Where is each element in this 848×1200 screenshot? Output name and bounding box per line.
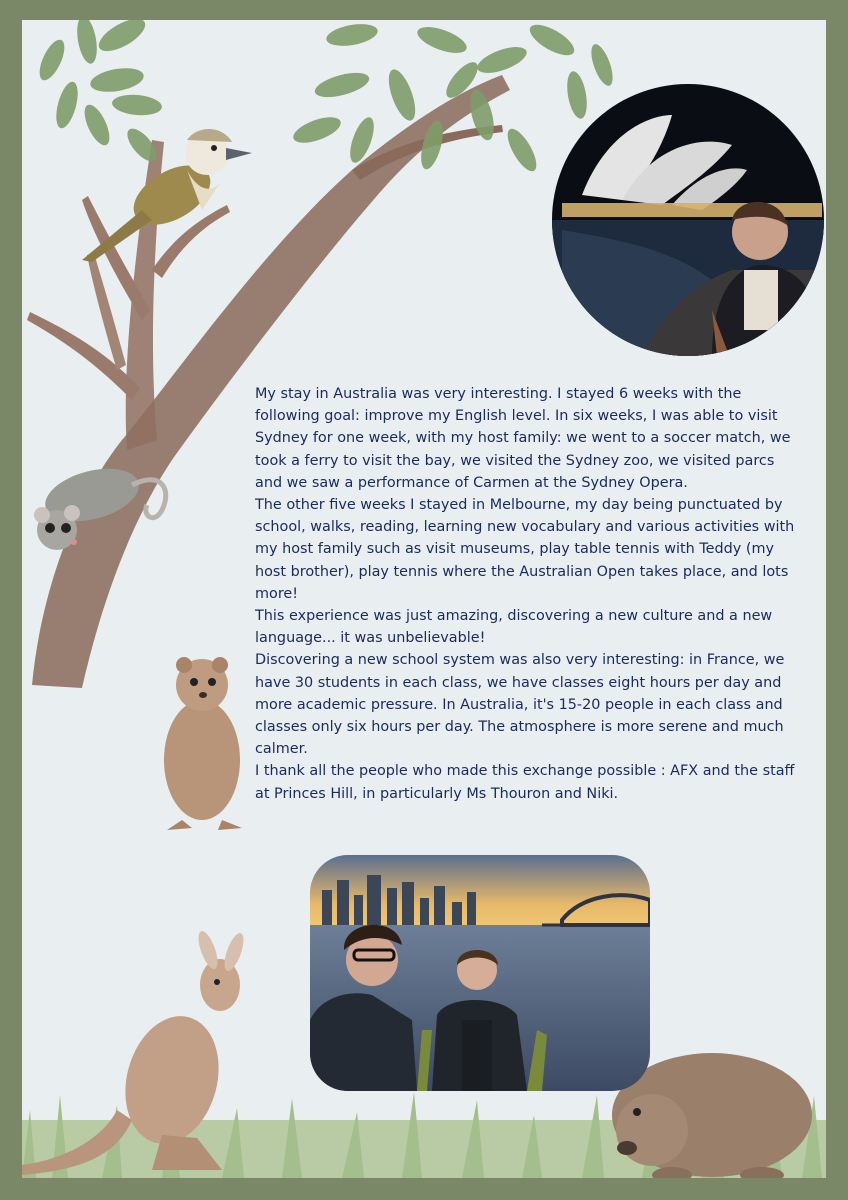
harbour-photo <box>310 855 650 1091</box>
story-paragraph-1: My stay in Australia was very interesting. I stayed 6 weeks with the following goal: improve my English level. In six weeks, I was able to visit Sydney for one week, with my host family: we went to a soccer match, we took a ferry to visit the bay, we visited the Sydney zoo, we visited parcs and we saw a performance of Carmen at the Sydney Opera. <box>255 386 791 491</box>
story-paragraph-5: I thank all the people who made this exchange possible : AFX and the staff at Princes Hill, in particularly Ms Thouron and Niki. <box>255 763 795 802</box>
story-text <box>255 383 800 805</box>
quokka-illustration <box>164 657 242 830</box>
kookaburra-illustration <box>82 129 252 262</box>
opera-house-photo <box>552 84 824 360</box>
page <box>22 20 826 1178</box>
story-paragraph-3: This experience was just amazing, discovering a new culture and a new language... it was unbelievable! <box>255 608 773 647</box>
story-paragraph-2: The other five weeks I stayed in Melbourne, my day being punctuated by school, walks, reading, learning new vocabulary and various activities with my host family such as visit museums, play table tennis with Teddy (my host brother), play tennis where the Australian Open takes place, and lots more! <box>255 497 795 602</box>
story-paragraph-4: Discovering a new school system was also very interesting: in France, we have 30 students in each class, we have classes eight hours per day and more academic pressure. In Australia, it's 15-20 people in each class and classes only six hours per day. The atmosphere is more serene and much calmer. <box>255 652 785 758</box>
